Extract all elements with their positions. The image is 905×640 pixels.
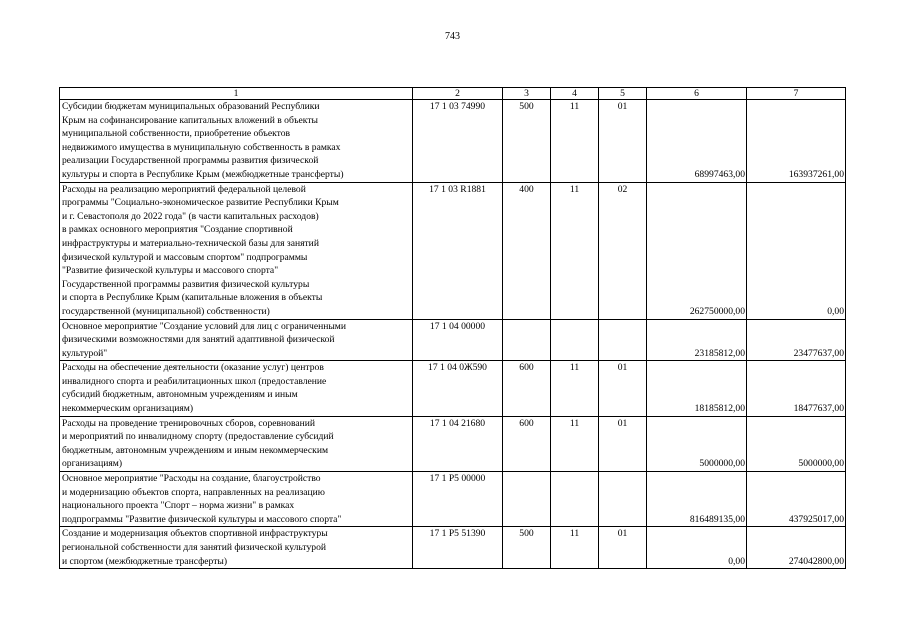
amount-year2-cell: 437925017,00: [747, 472, 846, 527]
target-code-cell: 17 1 04 0Ж590: [413, 361, 503, 416]
target-code-cell: 17 1 03 74990: [413, 100, 503, 183]
amount-year2-cell: 163937261,00: [747, 100, 846, 183]
column-header: 1: [60, 88, 413, 100]
amount-year2-cell: 18477637,00: [747, 361, 846, 416]
subsection-cell: [599, 472, 647, 527]
target-code-cell: 17 1 P5 51390: [413, 527, 503, 569]
subsection-cell: 02: [599, 182, 647, 319]
column-header: 7: [747, 88, 846, 100]
expense-type-cell: 400: [503, 182, 551, 319]
amount-year1-cell: 0,00: [647, 527, 747, 569]
amount-year1-cell: 816489135,00: [647, 472, 747, 527]
target-code-cell: 17 1 P5 00000: [413, 472, 503, 527]
column-header: 2: [413, 88, 503, 100]
amount-year2-cell: 23477637,00: [747, 319, 846, 361]
expense-name-cell: Основное мероприятие "Создание условий для лиц с ограниченными физическими возможностями для занятий адаптивной физической культурой": [60, 319, 413, 361]
table-row: [60, 182, 846, 319]
subsection-cell: 01: [599, 416, 647, 471]
amount-year1-cell: 5000000,00: [647, 416, 747, 471]
target-code-cell: 17 1 04 00000: [413, 319, 503, 361]
expense-name-cell: Расходы на обеспечение деятельности (оказание услуг) центров инвалидного спорта и реабилитационных школ (предоставление субсидий бюджетным, автономным учреждениям и иным некоммерческим организациям): [60, 361, 413, 416]
expense-type-cell: 500: [503, 100, 551, 183]
table-row: [60, 527, 846, 569]
table-row: [60, 100, 846, 183]
expense-type-cell: 600: [503, 416, 551, 471]
subsection-cell: 01: [599, 361, 647, 416]
section-cell: [551, 319, 599, 361]
amount-year1-cell: 23185812,00: [647, 319, 747, 361]
target-code-cell: 17 1 04 21680: [413, 416, 503, 471]
section-cell: [551, 472, 599, 527]
section-cell: 11: [551, 182, 599, 319]
page-number: 743: [445, 31, 460, 42]
table-header-row: [60, 88, 846, 100]
amount-year1-cell: 68997463,00: [647, 100, 747, 183]
expense-type-cell: [503, 319, 551, 361]
amount-year2-cell: 0,00: [747, 182, 846, 319]
section-cell: 11: [551, 527, 599, 569]
expense-name-cell: Расходы на реализацию мероприятий федеральной целевой программы "Социально-экономическое развитие Республики Крым и г. Севастополя до 2022 года" (в части капитальных расходов) в рамках основного мероприятия "Создание спортивной инфраструктуры и материально-технической базы для занятий физической культурой и массовым спортом" подпрограммы "Развитие физической культуры и массового спорта" Государственной программы развития физической культуры и спорта в Республике Крым (капитальные вложения в объекты государственной (муниципальной) собственности): [60, 182, 413, 319]
column-header: 4: [551, 88, 599, 100]
subsection-cell: [599, 319, 647, 361]
amount-year1-cell: 262750000,00: [647, 182, 747, 319]
column-header: 3: [503, 88, 551, 100]
target-code-cell: 17 1 03 R1881: [413, 182, 503, 319]
expense-type-cell: 500: [503, 527, 551, 569]
subsection-cell: 01: [599, 100, 647, 183]
expense-name-cell: Основное мероприятие "Расходы на создание, благоустройство и модернизацию объектов спорта, направленных на реализацию национального проекта "Спорт – норма жизни" в рамках подпрограммы "Развитие физической культуры и массового спорта": [60, 472, 413, 527]
section-cell: 11: [551, 361, 599, 416]
expense-type-cell: [503, 472, 551, 527]
budget-table: [59, 87, 846, 569]
expense-name-cell: Расходы на проведение тренировочных сборов, соревнований и мероприятий по инвалидному спорту (предоставление субсидий бюджетным, автономным учреждениям и иным некоммерческим организациям): [60, 416, 413, 471]
amount-year2-cell: 5000000,00: [747, 416, 846, 471]
table-row: [60, 416, 846, 471]
section-cell: 11: [551, 100, 599, 183]
amount-year1-cell: 18185812,00: [647, 361, 747, 416]
section-cell: 11: [551, 416, 599, 471]
expense-type-cell: 600: [503, 361, 551, 416]
table-row: [60, 361, 846, 416]
amount-year2-cell: 274042800,00: [747, 527, 846, 569]
table-row: [60, 472, 846, 527]
subsection-cell: 01: [599, 527, 647, 569]
expense-name-cell: Создание и модернизация объектов спортивной инфраструктуры региональной собственности для занятий физической культурой и спортом (межбюджетные трансферты): [60, 527, 413, 569]
column-header: 5: [599, 88, 647, 100]
table-row: [60, 319, 846, 361]
column-header: 6: [647, 88, 747, 100]
expense-name-cell: Субсидии бюджетам муниципальных образований Республики Крым на софинансирование капитальных вложений в объекты муниципальной собственности, приобретение объектов недвижимого имущества в муниципальную собственность в рамках реализации Государственной программы развития физической культуры и спорта в Республике Крым (межбюджетные трансферты): [60, 100, 413, 183]
